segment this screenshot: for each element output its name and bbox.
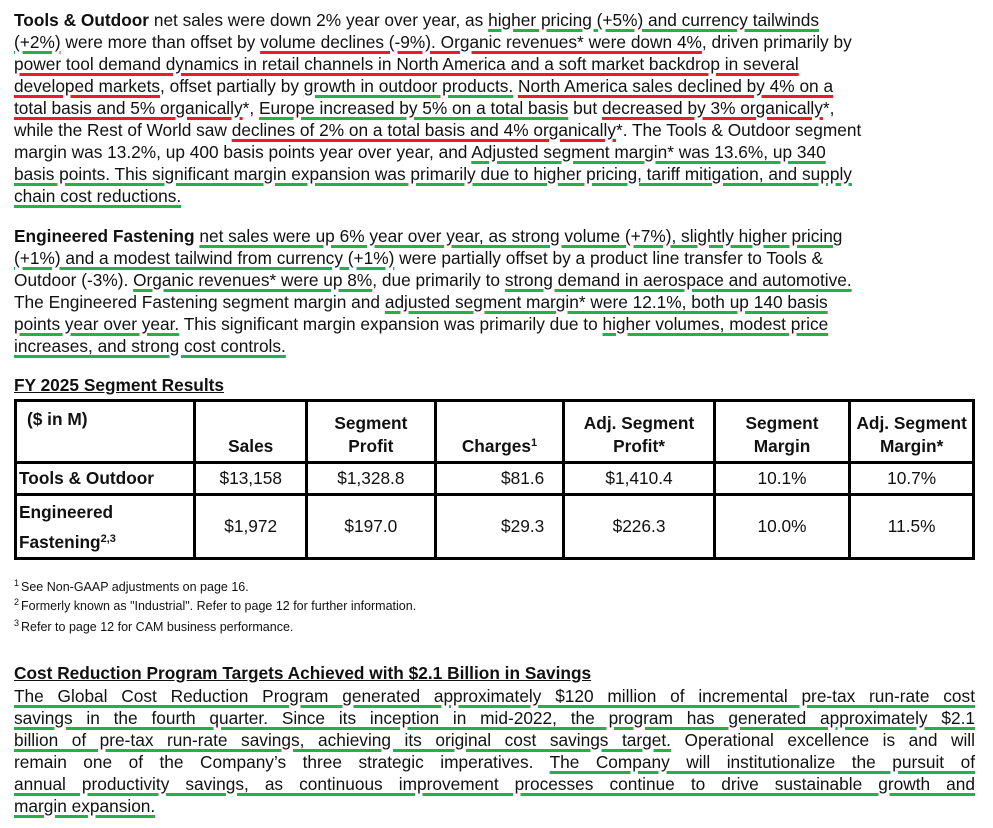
highlight-positive: The Company will institutionalize the pursuit of bbox=[549, 752, 975, 772]
highlight-positive: increases, and strong cost controls. bbox=[14, 336, 286, 356]
highlight-positive: (+1%) and a modest tailwind from currency (+1%) bbox=[14, 248, 395, 268]
paragraph-line bbox=[14, 185, 861, 207]
paragraph-line bbox=[14, 119, 861, 141]
highlight-positive: growth in outdoor products. bbox=[303, 76, 514, 96]
highlight-negative: power tool demand dynamics in retail channels in North America and a soft market backdrop in several bbox=[14, 54, 799, 74]
highlight-negative: declines of 2% on a total basis and 4% organically bbox=[231, 120, 616, 140]
cell-sales: $13,158 bbox=[195, 463, 307, 495]
text-segment: were more than offset by bbox=[60, 32, 261, 52]
highlight-positive: (+2%) bbox=[14, 32, 61, 52]
cell-segment-profit: $197.0 bbox=[307, 495, 436, 559]
column-header-segment-margin: Segment Margin bbox=[714, 401, 850, 463]
highlight-positive: margin expansion. bbox=[14, 796, 156, 816]
highlight-positive: savings in the fourth quarter. Since its inception in mid-2022, the program has generated approximately $2.1 bbox=[14, 708, 975, 728]
highlight-negative: developed markets bbox=[14, 76, 161, 96]
paragraph-line bbox=[14, 53, 861, 75]
highlight-positive: strong demand in aerospace and automotive. bbox=[504, 270, 852, 290]
text-segment: This significant margin expansion was primarily due to bbox=[179, 314, 603, 334]
cell-charges: $81.6 bbox=[435, 463, 564, 495]
paragraph-line bbox=[14, 141, 861, 163]
highlight-negative: decreased by 3% organically bbox=[601, 98, 823, 118]
text-segment: *. The Tools & Outdoor segment bbox=[615, 120, 862, 140]
engineered-fastening-paragraph bbox=[14, 225, 852, 357]
segment-results-table bbox=[14, 399, 975, 560]
paragraph-line bbox=[14, 291, 852, 313]
text-segment: were partially offset by a product line transfer to Tools & bbox=[394, 248, 824, 268]
cell-segment-margin: 10.0% bbox=[714, 495, 850, 559]
paragraph-line bbox=[14, 795, 975, 817]
text-segment: Operational excellence is and will bbox=[670, 730, 975, 750]
cell-adj-segment-margin: 11.5% bbox=[850, 495, 974, 559]
footnote: $^2$ Formerly known as "Industrial". Refer to page 12 for further information. bbox=[14, 597, 417, 613]
paragraph-line bbox=[14, 269, 852, 291]
highlight-positive: billion of pre-tax run-rate savings, achieving its original cost savings target. bbox=[14, 730, 671, 750]
highlight-positive: higher pricing (+5%) and currency tailwinds bbox=[488, 10, 820, 30]
highlight-positive: adjusted segment margin* were 12.1%, both up 140 basis bbox=[384, 292, 828, 312]
segment-name: Engineered Fastening bbox=[14, 226, 195, 246]
footnote: $^3$ Refer to page 12 for CAM business performance. bbox=[14, 618, 294, 634]
cell-segment-margin: 10.1% bbox=[714, 463, 850, 495]
text-segment: , due primarily to bbox=[372, 270, 505, 290]
cell-adj-segment-margin: 10.7% bbox=[850, 463, 974, 495]
row-label: Tools & Outdoor bbox=[16, 463, 195, 495]
paragraph-line bbox=[14, 773, 975, 795]
text-segment: , offset partially by bbox=[160, 76, 304, 96]
paragraph-line bbox=[14, 163, 861, 185]
footnote: $^1$ See Non-GAAP adjustments on page 16. bbox=[14, 578, 249, 594]
table-row bbox=[16, 495, 974, 559]
text-segment: , driven primarily by bbox=[701, 32, 852, 52]
paragraph-line bbox=[14, 335, 852, 357]
cell-charges: $29.3 bbox=[435, 495, 564, 559]
paragraph-line bbox=[14, 31, 861, 53]
paragraph-line bbox=[14, 729, 975, 751]
column-header-segment-profit: Segment Profit bbox=[307, 401, 436, 463]
paragraph-line bbox=[14, 707, 975, 729]
highlight-positive: The Global Cost Reduction Program generated approximately $120 million of incremental pre-tax run-rate cost bbox=[14, 686, 975, 706]
highlight-positive: annual productivity savings, as continuous improvement processes continue to drive sustainable growth and bbox=[14, 774, 975, 794]
cost-reduction-paragraph bbox=[14, 685, 975, 817]
table-row bbox=[16, 463, 974, 495]
text-segment: *, bbox=[242, 98, 259, 118]
cell-sales: $1,972 bbox=[195, 495, 307, 559]
paragraph-line bbox=[14, 685, 975, 707]
cell-adj-segment-profit: $226.3 bbox=[564, 495, 714, 559]
text-segment: net sales were down 2% year over year, as bbox=[149, 10, 489, 30]
table-header-row bbox=[16, 401, 974, 463]
highlight-positive: chain cost reductions. bbox=[14, 186, 182, 206]
text-segment: remain one of the Company’s three strategic imperatives. bbox=[14, 752, 550, 772]
highlight-positive: net sales were up 6% year over year, as strong volume (+7%), slightly higher pricing bbox=[199, 226, 843, 246]
segment-results-title: FY 2025 Segment Results bbox=[14, 375, 225, 395]
paragraph-line bbox=[14, 247, 852, 269]
tools-outdoor-paragraph bbox=[14, 9, 861, 207]
text-segment: Outdoor (-3%). bbox=[14, 270, 134, 290]
cell-adj-segment-profit: $1,410.4 bbox=[564, 463, 714, 495]
highlight-positive: Adjusted segment margin* was 13.6%, up 340 bbox=[471, 142, 826, 162]
paragraph-line bbox=[14, 751, 975, 773]
highlight-positive: Europe increased by 5% on a total basis bbox=[258, 98, 569, 118]
units-label: ($ in M) bbox=[16, 401, 195, 463]
paragraph-line bbox=[14, 313, 852, 335]
cost-reduction-title: Cost Reduction Program Targets Achieved with $2.1 Billion in Savings bbox=[14, 663, 592, 683]
highlight-positive: higher volumes, modest price bbox=[602, 314, 829, 334]
paragraph-line bbox=[14, 225, 852, 247]
text-segment: The Engineered Fastening segment margin and bbox=[14, 292, 385, 312]
column-header-adj-segment-profit: Adj. Segment Profit* bbox=[564, 401, 714, 463]
text-segment: while the Rest of World saw bbox=[14, 120, 232, 140]
highlight-negative: volume declines (-9%). Organic revenues* were down 4% bbox=[260, 32, 702, 52]
text-segment: but bbox=[568, 98, 602, 118]
paragraph-line bbox=[14, 9, 861, 31]
row-label: Engineered Fastening$^{2,3}$ bbox=[16, 495, 195, 559]
paragraph-line bbox=[14, 97, 861, 119]
text-segment: margin was 13.2%, up 400 basis points year over year, and bbox=[14, 142, 472, 162]
paragraph-line bbox=[14, 75, 861, 97]
highlight-positive: basis points. This significant margin expansion was primarily due to higher pricing, tariff mitigation, and supply bbox=[14, 164, 852, 184]
column-header-charges: Charges$^1$ bbox=[435, 401, 564, 463]
column-header-adj-segment-margin: Adj. Segment Margin* bbox=[850, 401, 974, 463]
text-segment: *, bbox=[822, 98, 835, 118]
highlight-positive: points year over year. bbox=[14, 314, 180, 334]
highlight-negative: total basis and 5% organically bbox=[14, 98, 243, 118]
highlight-negative: North America sales declined by 4% on a bbox=[518, 76, 834, 96]
segment-name: Tools & Outdoor bbox=[14, 10, 150, 30]
column-header-sales: Sales bbox=[195, 401, 307, 463]
highlight-positive: Organic revenues* were up 8% bbox=[133, 270, 373, 290]
cell-segment-profit: $1,328.8 bbox=[307, 463, 436, 495]
